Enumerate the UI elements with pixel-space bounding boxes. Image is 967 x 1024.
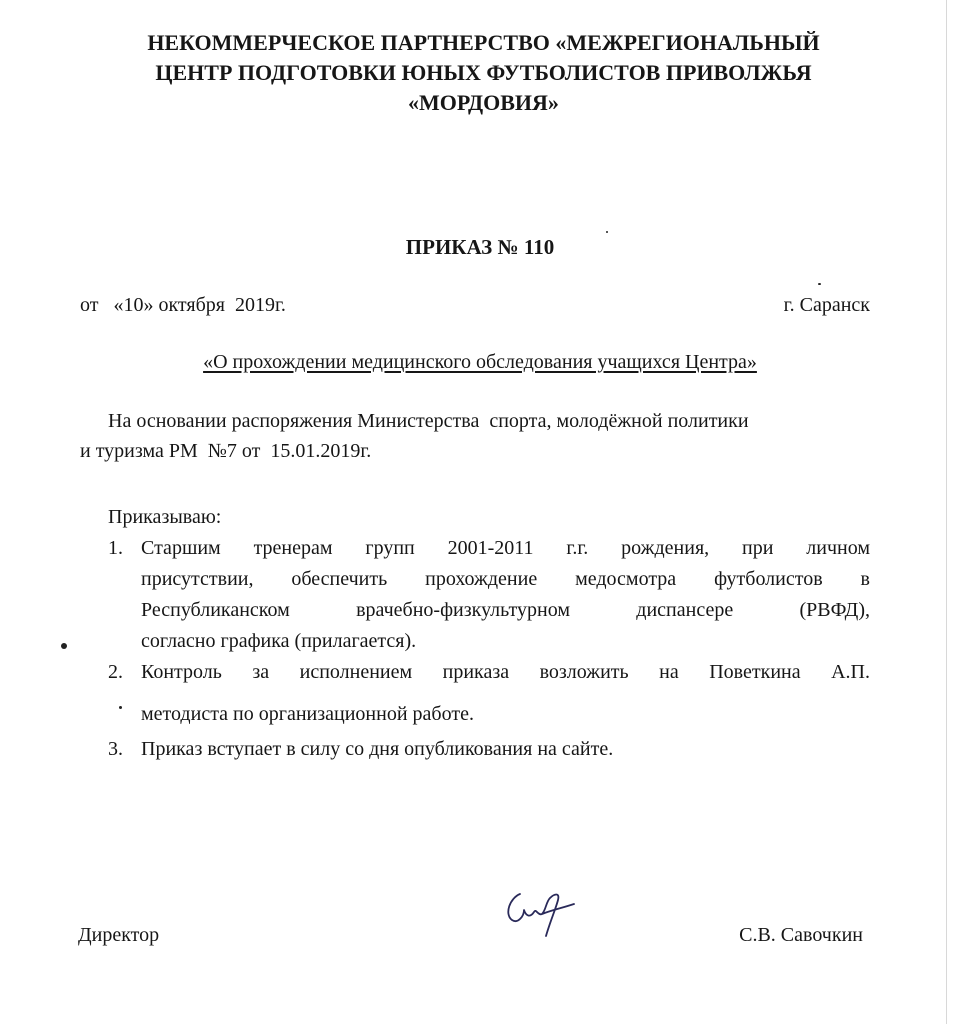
directive-item-line: Старшим тренерам групп 2001-2011 г.г. рождения, при личном <box>141 537 870 559</box>
directive-item-line: Республиканском врачебно-физкультурном диспансере (РВФД), <box>141 599 870 621</box>
directive-item <box>108 657 870 730</box>
basis-line-1: На основании распоряжения Министерства спорта, молодёжной политики <box>108 410 749 432</box>
directive-item-number: 1. <box>108 537 123 559</box>
organization-name-line-2: ЦЕНТР ПОДГОТОВКИ ЮНЫХ ФУТБОЛИСТОВ ПРИВОЛЖЬЯ <box>155 60 812 85</box>
scan-speck <box>61 643 67 649</box>
signatory-position: Директор <box>78 924 160 946</box>
directive-item <box>108 734 870 765</box>
directive-item-line: Приказ вступает в силу со дня опубликования на сайте. <box>141 738 614 760</box>
directive-lead: Приказываю: <box>108 506 222 528</box>
order-city: г. Саранск <box>783 294 870 316</box>
scan-edge-line <box>946 0 947 1024</box>
directive-item-line: согласно графика (прилагается). <box>141 630 417 652</box>
scan-speck <box>818 283 821 285</box>
organization-name-line-1: НЕКОММЕРЧЕСКОЕ ПАРТНЕРСТВО «МЕЖРЕГИОНАЛЬНЫЙ <box>147 30 820 55</box>
order-title: ПРИКАЗ № 110 <box>405 235 555 259</box>
order-date: от «10» октября 2019г. <box>80 294 286 316</box>
directive-item-line: Контроль за исполнением приказа возложить на Поветкина А.П. <box>141 661 870 683</box>
handwritten-signature <box>502 880 582 940</box>
order-subject <box>0 349 960 375</box>
organization-name-line-3: «МОРДОВИЯ» <box>408 90 559 115</box>
order-subject-text: «О прохождении медицинского обследования учащихся Центра» <box>203 351 757 373</box>
directive-item <box>108 533 870 657</box>
directive-item-number: 2. <box>108 661 123 683</box>
directive-item-line: присутствии, обеспечить прохождение медосмотра футболистов в <box>141 568 870 590</box>
basis-line-2: и туризма РМ №7 от 15.01.2019г. <box>80 440 372 462</box>
scan-speck <box>119 706 122 709</box>
directive-item-line: методиста по организационной работе. <box>141 703 474 725</box>
signatory-name: С.В. Савочкин <box>739 924 863 946</box>
scan-speck <box>606 231 608 233</box>
directive-item-number: 3. <box>108 738 123 760</box>
